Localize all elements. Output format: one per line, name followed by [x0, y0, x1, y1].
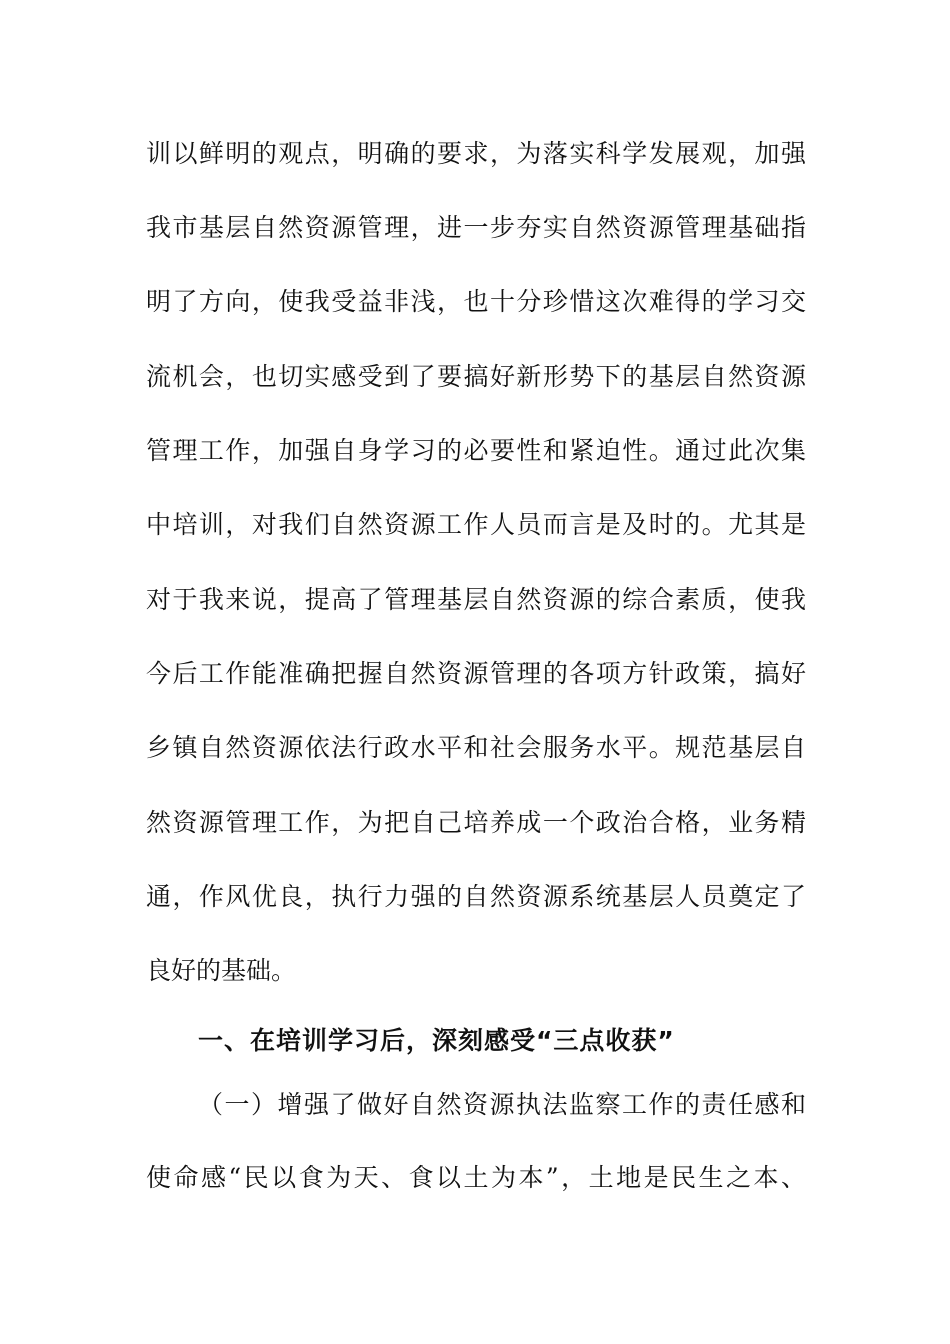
body-text-line: 中培训，对我们自然资源工作人员而言是及时的。尤其是 — [146, 510, 806, 539]
subsection-heading: （一）增强了做好自然资源执法监察工作的责任感和 — [198, 1090, 806, 1119]
body-text-line: 训以鲜明的观点，明确的要求，为落实科学发展观，加强 — [146, 139, 806, 168]
body-text-line: 通，作风优良，执行力强的自然资源系统基层人员奠定了 — [146, 882, 806, 911]
body-text-line: 良好的基础。 — [146, 956, 297, 985]
body-text-line: 管理工作，加强自身学习的必要性和紧迫性。通过此次集 — [146, 436, 806, 465]
body-text-line: 使命感“民以食为天、食以土为本”，土地是民生之本、 — [146, 1163, 806, 1192]
body-text-line: 然资源管理工作，为把自己培养成一个政治合格，业务精 — [146, 808, 806, 837]
section-heading: 一、在培训学习后，深刻感受“三点收获” — [198, 1026, 675, 1055]
body-text-line: 流机会，也切实感受到了要搞好新形势下的基层自然资源 — [146, 362, 806, 391]
body-text-line: 乡镇自然资源依法行政水平和社会服务水平。规范基层自 — [146, 733, 806, 762]
body-text-line: 今后工作能准确把握自然资源管理的各项方针政策，搞好 — [146, 659, 806, 688]
body-text-line: 明了方向，使我受益非浅，也十分珍惜这次难得的学习交 — [146, 287, 806, 316]
body-text-line: 我市基层自然资源管理，进一步夯实自然资源管理基础指 — [146, 213, 806, 242]
body-text-line: 对于我来说，提高了管理基层自然资源的综合素质，使我 — [146, 585, 806, 614]
